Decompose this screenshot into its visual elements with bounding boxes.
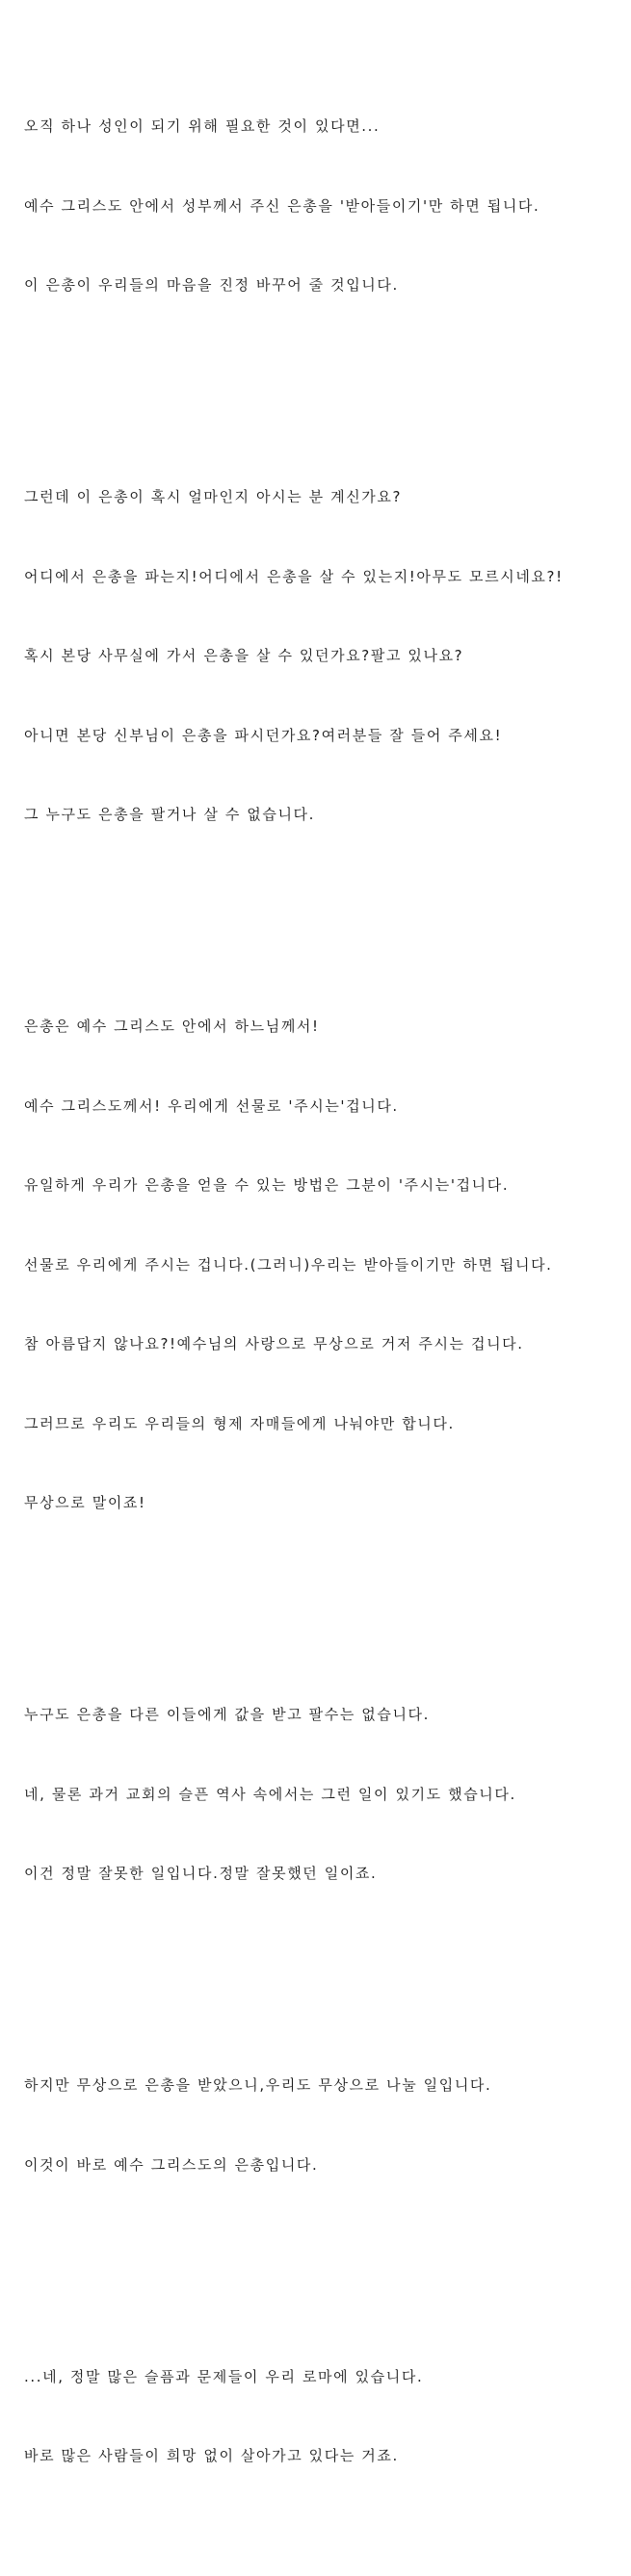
paragraph <box>24 2020 631 2231</box>
text-line: 참 아름답지 않나요?!예수님의 사랑으로 무상으로 거저 주시는 겁니다. <box>24 1335 524 1352</box>
paragraph <box>24 2311 631 2523</box>
paragraph <box>24 1649 631 1941</box>
text-line: 바로 많은 사람들이 희망 없이 살아가고 있다는 거죠. <box>24 2447 399 2464</box>
text-line: 네, 물론 과거 교회의 슬픈 역사 속에서는 그런 일이 있기도 했습니다. <box>24 1785 516 1803</box>
text-line: 이건 정말 잘못한 일입니다.정말 잘못했던 일이죠. <box>24 1865 378 1882</box>
text-line: 어디에서 은총을 파는지!어디에서 은총을 살 수 있는지!아무도 모르시네요?! <box>24 567 564 585</box>
text-line: 유일하게 우리가 은총을 얻을 수 있는 방법은 그분이 '주시는'겁니다. <box>24 1176 510 1194</box>
document-body <box>24 8 631 2576</box>
text-line: 무상으로 말이죠! <box>24 1494 146 1511</box>
text-line: 이것이 바로 예수 그리스도의 은총입니다. <box>24 2155 319 2174</box>
paragraph <box>24 961 631 1570</box>
text-line: 하지만 무상으로 은총을 받았으니,우리도 무상으로 나눌 일입니다. <box>24 2076 492 2094</box>
text-line: 은총은 예수 그리스도 안에서 하느님께서! <box>24 1018 320 1035</box>
text-line: 이 은총이 우리들의 마음을 진정 바꾸어 줄 것입니다. <box>24 276 399 294</box>
text-line: 예수 그리스도께서! 우리에게 선물로 '주시는'겁니다. <box>24 1096 399 1115</box>
text-line: ...네, 정말 많은 슬픔과 문제들이 우리 로마에 있습니다. <box>24 2367 424 2385</box>
paragraph <box>24 431 631 882</box>
text-line: 누구도 은총을 다른 이들에게 값을 받고 팔수는 없습니다. <box>24 1706 431 1723</box>
text-line: 그 누구도 은총을 팔거나 살 수 없습니다. <box>24 806 316 823</box>
text-line: 그런데 이 은총이 혹시 얼마인지 아시는 분 계신가요? <box>24 488 403 505</box>
text-line: 예수 그리스도 안에서 성부께서 주신 은총을 '받아들이기'만 하면 됩니다. <box>24 196 540 215</box>
text-line: 혹시 본당 사무실에 가서 은총을 살 수 있던가요?팔고 있나요? <box>24 647 464 664</box>
paragraph <box>24 61 631 352</box>
text-line: 아니면 본당 신부님이 은총을 파시던가요?여러분들 잘 들어 주세요! <box>24 726 503 744</box>
text-line: 선물로 우리에게 주시는 겁니다.(그러니)우리는 받아들이기만 하면 됩니다. <box>24 1255 553 1274</box>
text-line: 오직 하나 성인이 되기 위해 필요한 것이 있다면... <box>24 117 381 135</box>
text-line: 그러므로 우리도 우리들의 형제 자매들에게 나눠야만 합니다. <box>24 1414 455 1432</box>
